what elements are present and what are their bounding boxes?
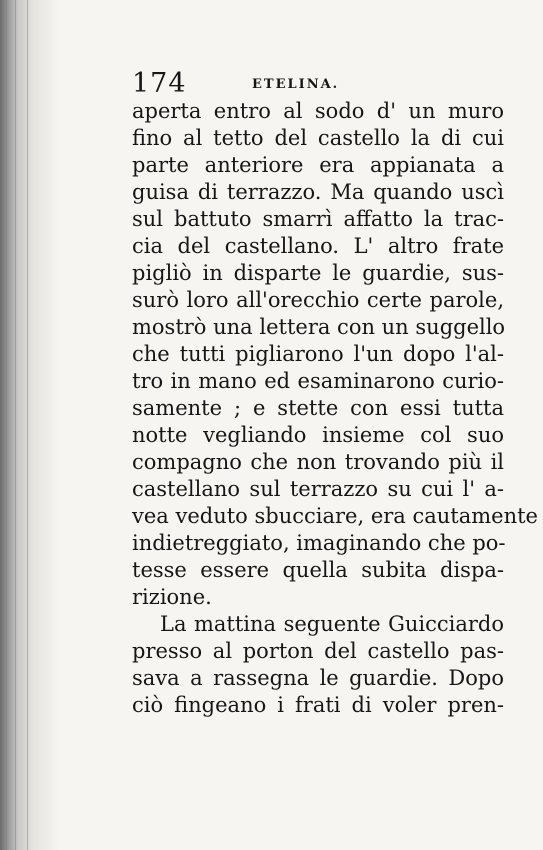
gutter-edge-line	[6, 0, 7, 850]
text-line: sava a rassegna le guardie. Dopo	[132, 666, 504, 690]
text-line: samente ; e stette con essi tutta	[132, 396, 504, 420]
text-line: castellano sul terrazzo su cui l' a-	[132, 477, 504, 501]
text-line: guisa di terrazzo. Ma quando uscì	[132, 180, 504, 204]
text-line: ciò fingeano i frati di voler pren-	[132, 693, 504, 717]
gutter-edge-line	[27, 0, 28, 850]
paragraph-first-line: La mattina seguente Guicciardo	[160, 612, 504, 636]
text-line: aperta entro al sodo d' un muro	[132, 99, 504, 123]
text-line: mostrò una lettera con un suggello	[132, 315, 506, 339]
text-line: cia del castellano. L' altro frate	[132, 234, 504, 258]
text-line: compagno che non trovando più il	[132, 450, 504, 474]
body-text	[132, 98, 538, 719]
page-number: 174	[132, 68, 187, 99]
running-head: ETELINA.	[252, 77, 340, 92]
text-line: notte vegliando insieme col suo	[132, 423, 504, 447]
page-header	[132, 68, 502, 102]
text-line: tesse essere quella subita dispa-	[132, 558, 504, 582]
text-line: fino al tetto del castello la di cui	[132, 126, 504, 150]
text-line: che tutti pigliarono l'un dopo l'al-	[132, 342, 504, 366]
binding-gutter	[0, 0, 60, 850]
gutter-edge-line	[15, 0, 16, 850]
text-line: surò loro all'orecchio certe parole,	[132, 288, 504, 312]
text-line: pigliò in disparte le guardie, sus-	[132, 261, 504, 285]
text-line: sul battuto smarrì affatto la trac-	[132, 207, 504, 231]
text-line: rizione.	[132, 585, 212, 609]
text-line: indietreggiato, imaginando che po-	[132, 531, 506, 555]
text-line: parte anteriore era appianata a	[132, 153, 504, 177]
text-line: vea veduto sbucciare, era cautamente	[132, 504, 538, 528]
text-line: tro in mano ed esaminarono curio-	[132, 369, 504, 393]
text-line: presso al porton del castello pas-	[132, 639, 504, 663]
